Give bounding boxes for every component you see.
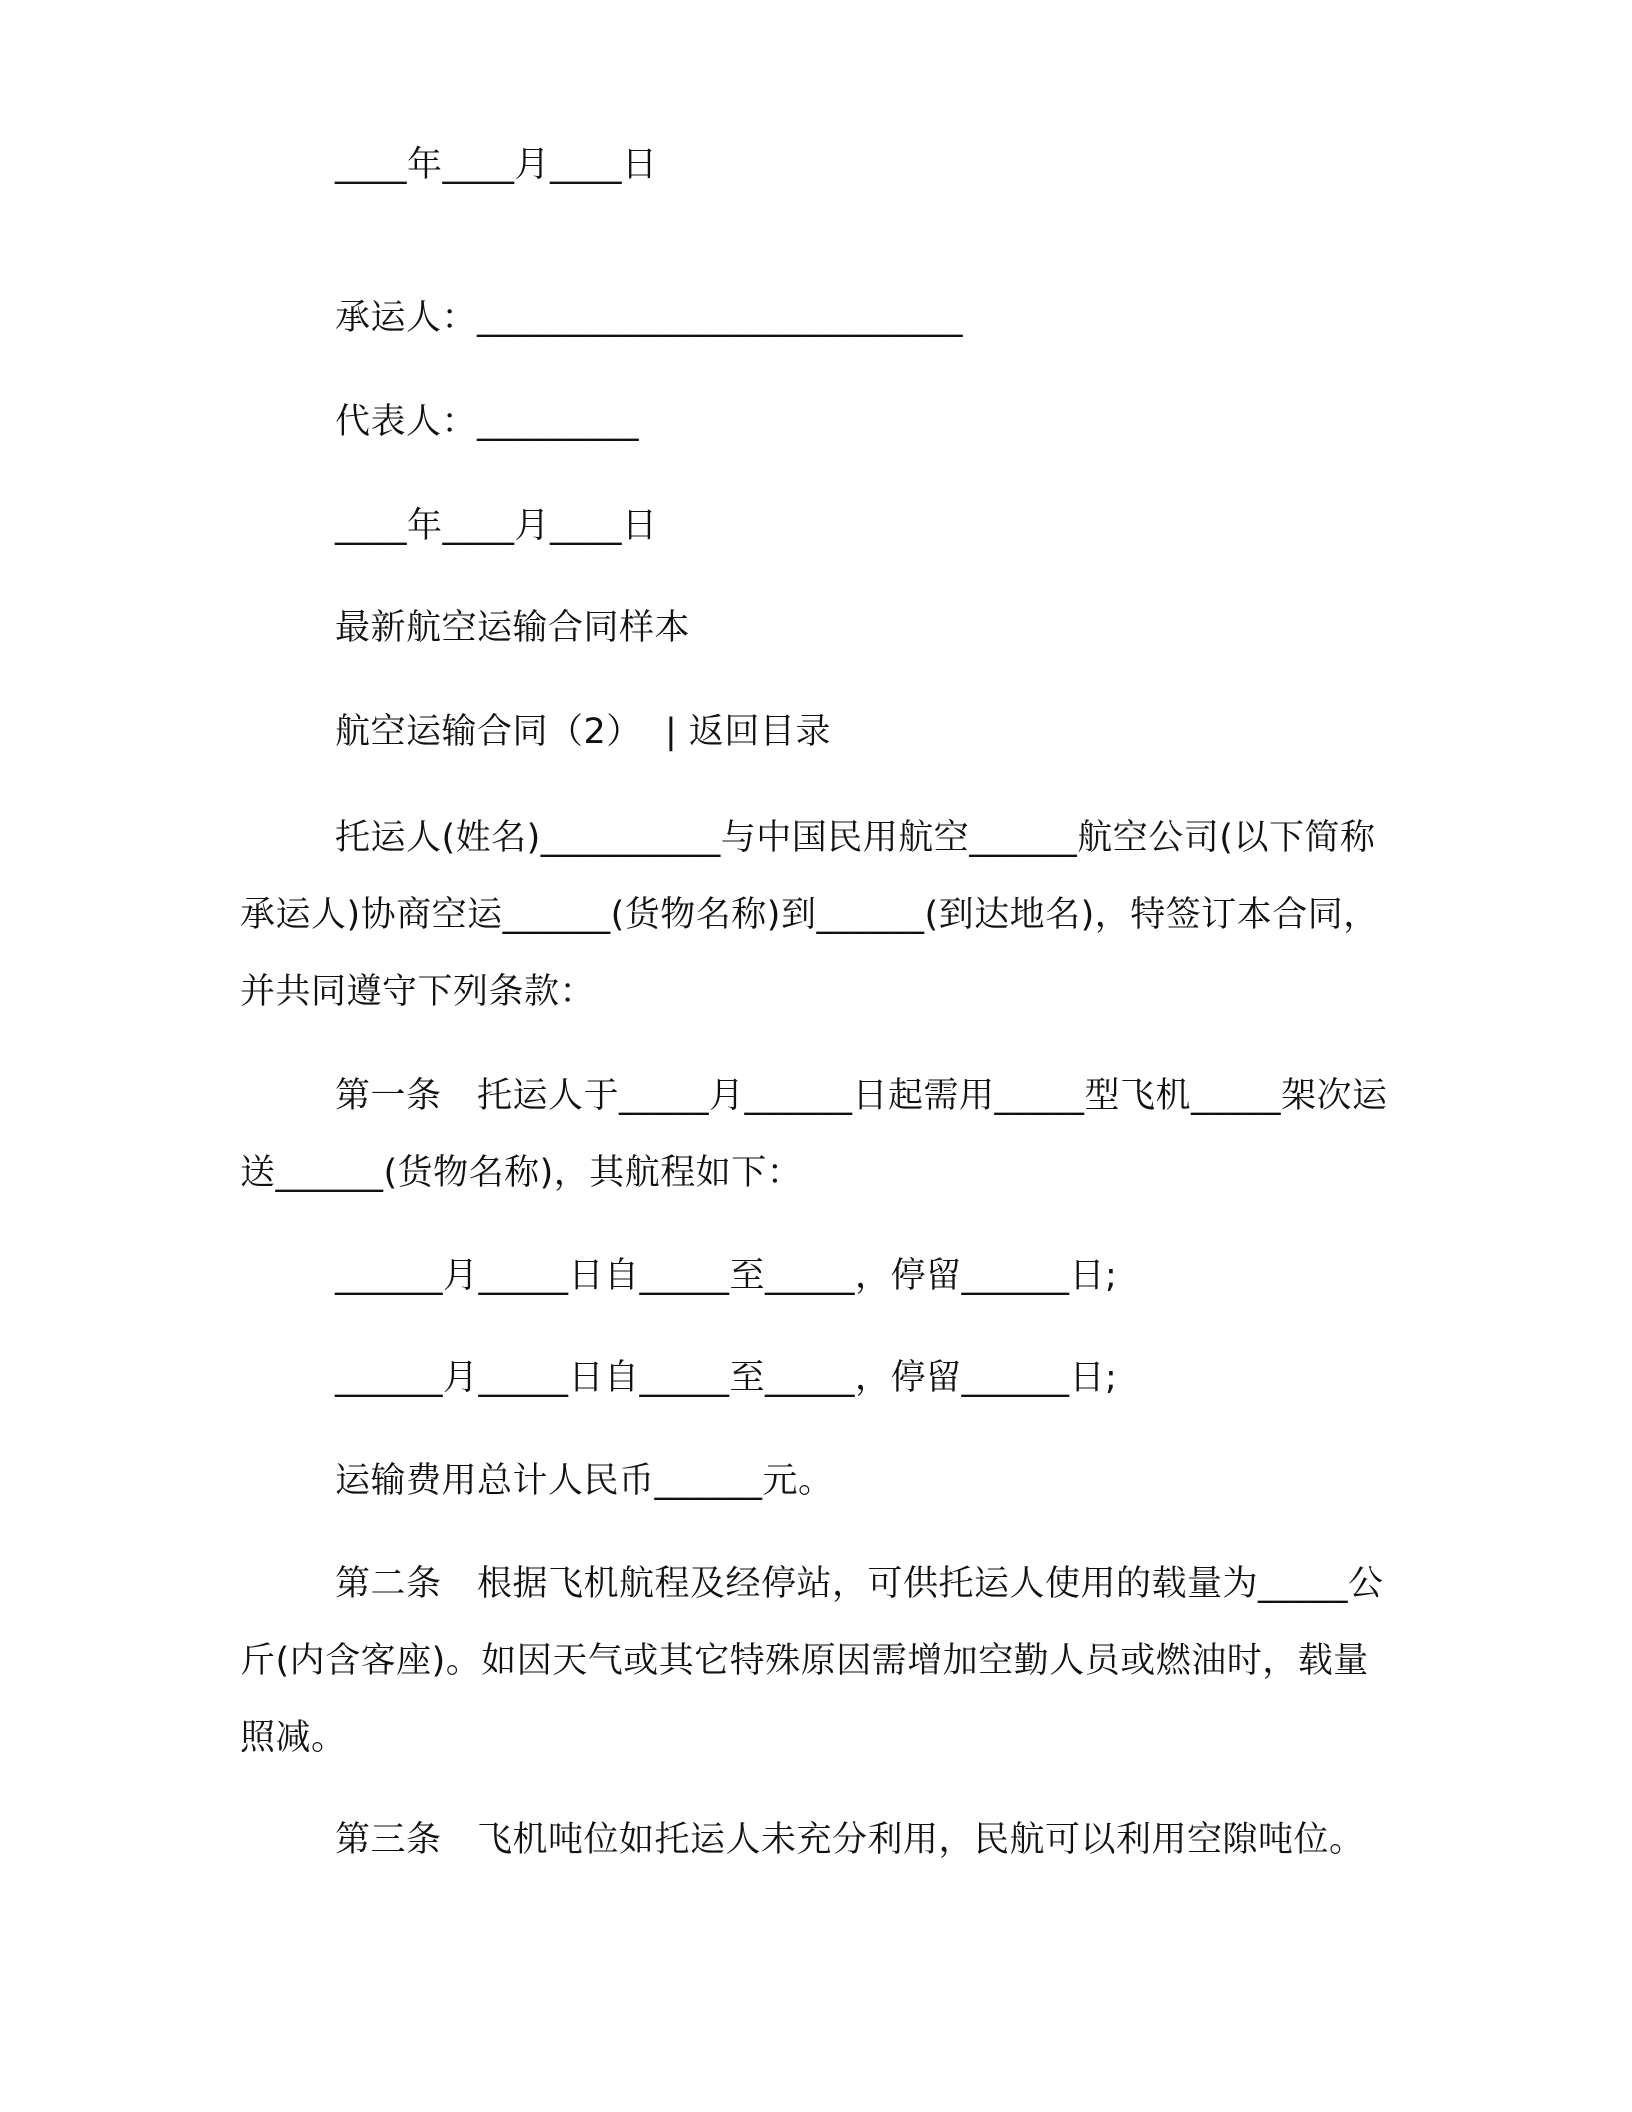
representative-line: 代表人：_________ [335, 402, 640, 442]
article-one: 第一条 托运人于_____月______日起需用_____型飞机_____架次运送______(货物名称)，其航程如下： [240, 1076, 1388, 1193]
contract-heading-link[interactable]: 航空运输合同（2） | 返回目录 [335, 712, 831, 752]
date-line-2: ____年____月____日 [335, 506, 658, 546]
article-three: 第三条 飞机吨位如托运人未充分利用，民航可以利用空隙吨位。 [335, 1820, 1365, 1860]
carrier-line: 承运人：___________________________ [335, 298, 964, 338]
freight-total: 运输费用总计人民币______元。 [335, 1461, 834, 1501]
route-line-2: ______月_____日自_____至_____，停留______日; [335, 1358, 1118, 1398]
date-line-1: ____年____月____日 [335, 145, 658, 185]
intro-paragraph: 托运人(姓名)__________与中国民用航空______航空公司(以下简称承运人)协商空运______(货物名称)到______(到达地名)，特签订本合同，并共同遵守下列条款： [240, 818, 1379, 1012]
section-title: 最新航空运输合同样本 [335, 608, 691, 648]
article-two: 第二条 根据飞机航程及经停站，可供托运人使用的载量为_____公斤(内含客座)。如因天气或其它特殊原因需增加空勤人员或燃油时，载量照减。 [240, 1564, 1384, 1758]
route-line-1: ______月_____日自_____至_____，停留______日; [335, 1256, 1118, 1296]
